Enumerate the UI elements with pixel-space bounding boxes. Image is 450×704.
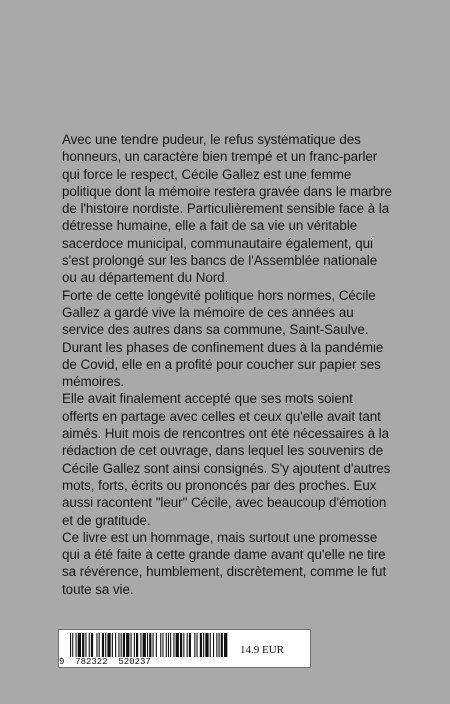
barcode-bar — [121, 633, 122, 657]
blurb-text — [62, 131, 392, 598]
barcode-bar — [112, 633, 113, 657]
barcode-bar — [170, 633, 171, 657]
barcode-bar — [153, 633, 154, 657]
barcode-bar — [89, 633, 90, 657]
barcode-bar — [85, 633, 86, 657]
barcode-bar — [183, 633, 184, 657]
barcode-bar — [194, 633, 195, 657]
barcode-bar — [189, 633, 191, 657]
barcode-bar — [126, 633, 129, 657]
barcode-bar — [102, 633, 104, 657]
barcode-bar — [168, 633, 169, 657]
barcode-bar — [136, 633, 138, 657]
barcode-bar — [203, 633, 204, 657]
barcode-bar — [78, 633, 81, 657]
barcode-bar — [219, 633, 220, 657]
barcode-bar — [105, 633, 106, 657]
barcode-bar — [221, 633, 223, 657]
barcode-bar — [180, 633, 182, 657]
barcode-bar — [200, 633, 202, 657]
barcode-bar — [115, 633, 116, 657]
barcode-bar — [173, 633, 174, 657]
barcode-bar — [123, 633, 125, 657]
barcode-bar — [140, 633, 141, 657]
barcode-bar — [187, 633, 188, 657]
isbn-digits: 9 782322 520237 — [59, 657, 151, 667]
barcode-bar — [72, 633, 73, 657]
barcode-bar — [210, 633, 211, 657]
barcode-bar — [143, 633, 146, 657]
barcode-bar — [160, 633, 161, 657]
blurb-paragraph-4: Ce livre est un hommage, mais surtout une promesse qui a été faite à cette grande dame avant qu'elle ne tire sa révérence, humblement, discrètement, comme le fut toute sa vie. — [62, 529, 387, 597]
barcode-bar — [216, 633, 217, 657]
barcode-bar — [91, 633, 93, 657]
barcode-bar — [96, 633, 97, 657]
blurb-paragraph-1: Avec une tendre pudeur, le refus systématique des honneurs, un caractère bien trempé et un franc-parler qui force le respect, Cécile Gallez est une femme politique dont la mémoire restera gravée dans le marbre de l'histoire nordiste. Particulièrement sensible face à la détresse humaine, elle a fait de sa vie un véritable sacerdoce municipal, communautaire également, qui s'est prolongé sur les bancs de l'Assemblée nationale ou au département du Nord. — [62, 132, 392, 286]
barcode-bar — [162, 633, 163, 657]
barcode-bar — [107, 633, 110, 657]
barcode-bar — [76, 633, 77, 657]
barcode-label — [58, 629, 311, 668]
barcode-bar — [149, 633, 151, 657]
barcode-bar — [176, 633, 179, 657]
barcode-bar — [147, 633, 148, 657]
blurb-paragraph-3: Elle avait finalement accepté que ses mots soient offerts en partage avec celles et ceux qu'elle avait tant aimés. Huit mois de rencontres ont été nécessaires à la rédaction de cet ouvrage, dans lequel les souvenirs de Cécile Gallez sont ainsi consignés. S'y ajoutent d'autres mots, forts, écrits ou prononcés par des proches. Eux aussi racontent "leur" Cécile, avec beaucoup d'émotion et de gratitude. — [62, 391, 391, 528]
barcode-bar — [205, 633, 208, 657]
price-label: 14.9 EUR — [240, 644, 284, 656]
barcode-bar — [197, 633, 198, 657]
barcode-bar — [166, 633, 167, 657]
barcode-bar — [118, 633, 119, 657]
barcode — [70, 633, 230, 657]
barcode-bar — [213, 633, 214, 657]
barcode-bar — [70, 633, 71, 657]
barcode-bar — [134, 633, 135, 657]
barcode-bar — [99, 633, 100, 657]
barcode-bar — [82, 633, 84, 657]
barcode-bar — [131, 633, 132, 657]
blurb-paragraph-2: Forte de cette longévité politique hors normes, Cécile Gallez a gardé vive la mémoire de ces années au service des autres dans sa commune, Saint-Saulve. Durant les phases de confinement dues à la pandémie de Covid, elle en a profité pour coucher sur papier ses mémoires. — [62, 287, 384, 390]
barcode-bar — [156, 633, 157, 657]
barcode-bar — [224, 633, 227, 657]
